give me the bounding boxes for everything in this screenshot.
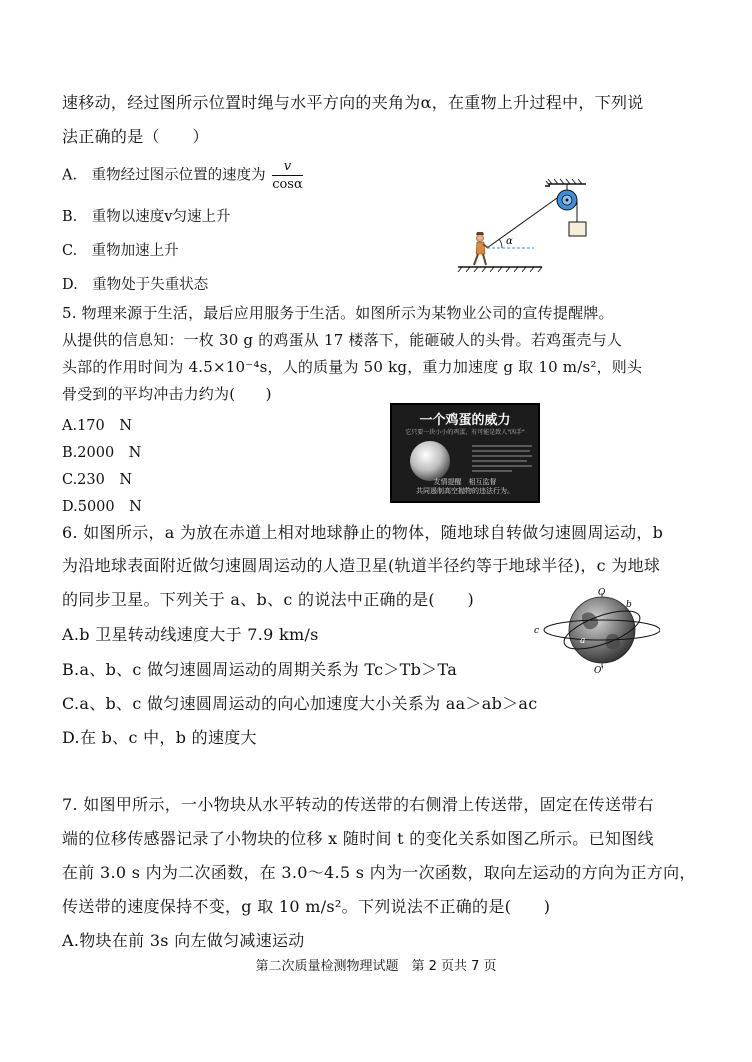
fig-label-b: b <box>626 600 632 610</box>
q6-option-c: C.a、b、c 做匀速圆周运动的向心加速度大小关系为 aa＞ab＞ac <box>62 694 538 713</box>
q6-option-b: B.a、b、c 做匀速圆周运动的周期关系为 Tc＞Tb＞Ta <box>62 660 458 679</box>
fraction-numerator: v <box>272 160 303 176</box>
fig-label-c: c <box>534 626 540 636</box>
q4-option-c: C. 重物加速上升 <box>62 243 179 259</box>
q4-option-b: B. 重物以速度v匀速上升 <box>62 209 231 225</box>
q5-line1: 5. 物理来源于生活，最后应用服务于生活。如图所示为某物业公司的宣传提醒牌。 <box>62 304 614 322</box>
fig-label-O-prime: O' <box>594 666 604 675</box>
q7-line4: 传送带的速度保持不变，g 取 10 m/s²。下列说法不正确的是( ) <box>62 897 551 916</box>
q5-option-c: C.230 N <box>62 472 133 488</box>
q6-option-d: D.在 b、c 中，b 的速度大 <box>62 728 257 747</box>
q4-stem-line2: 法正确的是（ ） <box>62 127 209 146</box>
q5-line2: 从提供的信息知：一枚 30 g 的鸡蛋从 17 楼落下，能砸破人的头骨。若鸡蛋壳与人 <box>62 331 623 349</box>
q5-line3: 头部的作用时间为 4.5×10⁻⁴s，人的质量为 50 kg，重力加速度 g 取 10 m/s²，则头 <box>62 358 643 376</box>
q4-option-d: D. 重物处于失重状态 <box>62 277 209 293</box>
poster-title: 一个鸡蛋的威力 <box>419 413 511 428</box>
q7-line3: 在前 3.0 s 内为二次函数，在 3.0～4.5 s 内为一次函数，取向左运动的方向为正方向， <box>62 863 696 882</box>
poster-footer-1: 友情提醒 相互监督 <box>433 478 497 486</box>
q6-line3: 的同步卫星。下列关于 a、b、c 的说法中正确的是( ) <box>62 590 475 609</box>
q6-option-a: A.b 卫星转动线速度大于 7.9 km/s <box>62 625 319 644</box>
q5-option-b: B.2000 N <box>62 445 142 461</box>
fig-label-a: a <box>580 636 586 646</box>
q4-option-a <box>62 160 303 191</box>
poster-text-block <box>472 443 534 475</box>
q4-option-a-fraction <box>272 160 303 191</box>
q6-line2: 为沿地球表面附近做匀速圆周运动的人造卫星(轨道半径约等于地球半径)，c 为地球 <box>62 556 661 575</box>
q7-option-a: A.物块在前 3s 向左做匀减速运动 <box>62 931 305 950</box>
q5-warning-poster <box>390 403 540 503</box>
fig-label-O: O <box>598 588 606 598</box>
fraction-denominator: cosα <box>272 177 303 192</box>
poster-subtitle: 它只要一块小小的鸡蛋，有可能是致人"凶手" <box>405 429 525 436</box>
q6-line1: 6. 如图所示，a 为放在赤道上相对地球静止的物体，随地球自转做匀速圆周运动，b <box>62 523 664 542</box>
q4-angle-label: α <box>506 236 513 247</box>
q7-line2: 端的位移传感器记录了小物块的位移 x 随时间 t 的变化关系如图乙所示。已知图线 <box>62 829 654 848</box>
q5-option-a: A.170 N <box>62 418 132 434</box>
q4-stem-line1: 速移动，经过图所示位置时绳与水平方向的夹角为α，在重物上升过程中，下列说 <box>62 93 644 112</box>
poster-footer-2: 共同遏制高空抛物的违法行为。 <box>416 487 514 495</box>
egg-icon <box>400 435 460 483</box>
q7-line1: 7. 如图甲所示，一小物块从水平转动的传送带的右侧滑上传送带，固定在传送带右 <box>62 795 654 814</box>
q5-line4: 骨受到的平均冲击力约为( ) <box>62 385 272 403</box>
q5-option-d: D.5000 N <box>62 499 142 515</box>
q6-earth-figure <box>530 585 660 675</box>
q4-mechanism <box>450 178 600 278</box>
page-footer: 第二次质量检测物理试题 第 2 页共 7 页 <box>255 959 497 974</box>
q4-option-a-text: A. 重物经过图示位置的速度为 <box>62 167 266 184</box>
